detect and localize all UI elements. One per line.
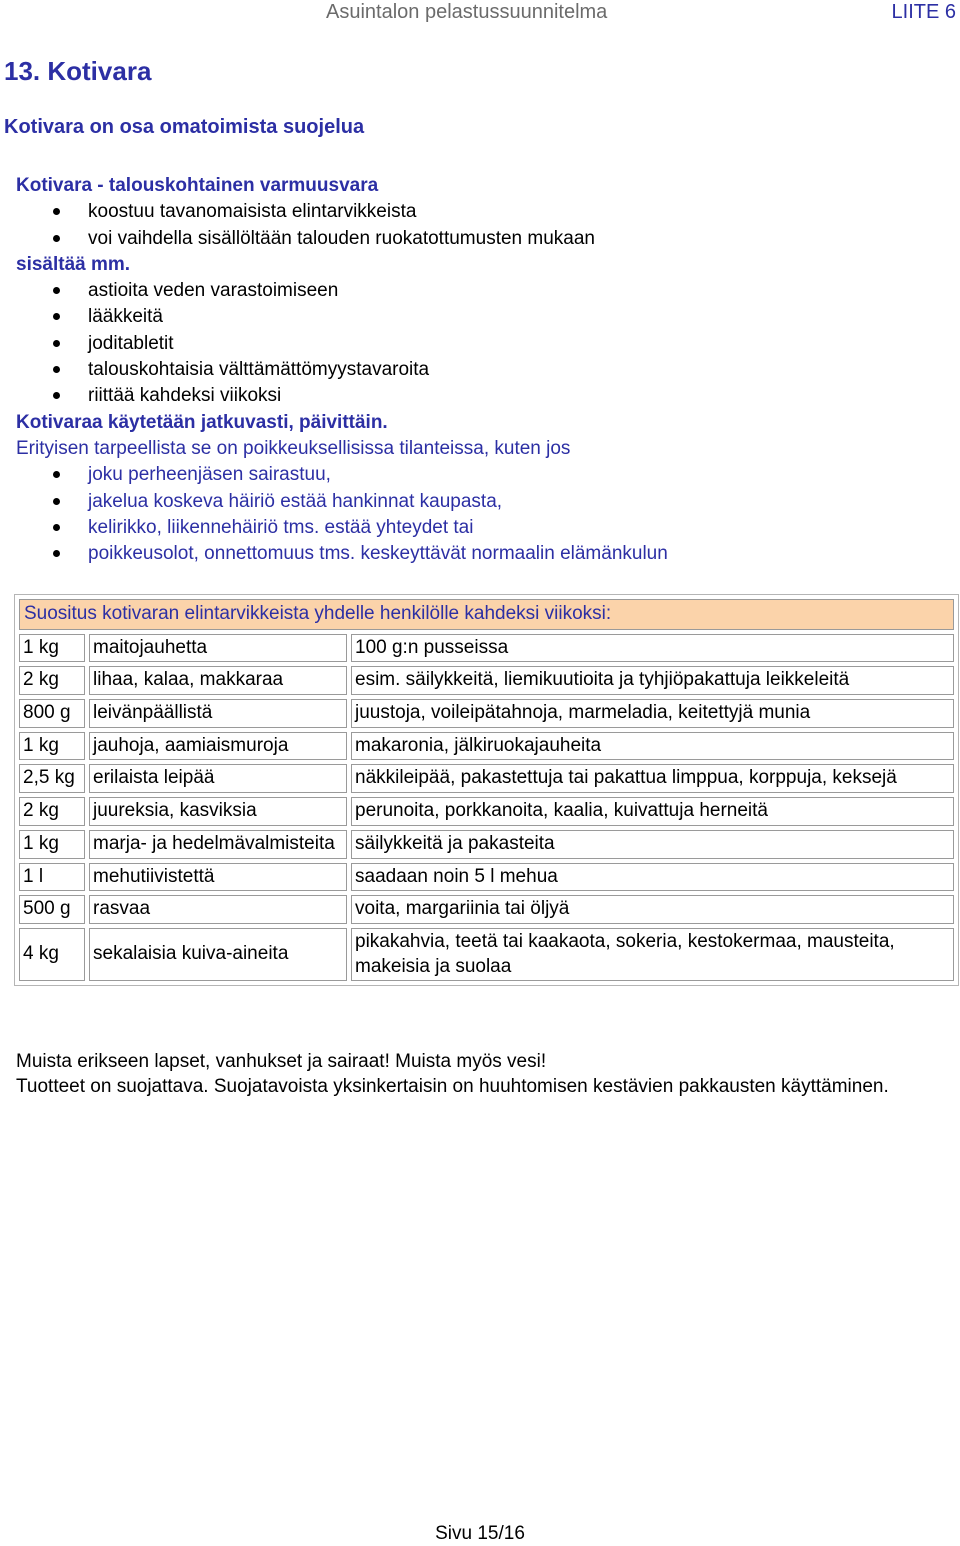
bullet-icon (53, 471, 60, 478)
list-item: joku perheenjäsen sairastuu, (16, 463, 946, 489)
item-cell: sekalaisia kuiva-aineita (89, 928, 347, 981)
table-row (19, 895, 954, 924)
list-item: voi vaihdella sisällöltään talouden ruokatottumusten mukaan (16, 227, 946, 253)
note-cell: 100 g:n pusseissa (351, 634, 954, 663)
table-header-row (19, 599, 954, 630)
reminder-text: Muista erikseen lapset, vanhukset ja sairaat! Muista myös vesi! (16, 1051, 547, 1072)
content-body (16, 174, 946, 568)
page-header (0, 0, 956, 26)
list-item: kelirikko, liikennehäiriö tms. estää yhteydet tai (16, 516, 946, 542)
list-item: koostuu tavanomaisista elintarvikkeista (16, 200, 946, 226)
amount-cell: 2,5 kg (19, 764, 85, 793)
amount-cell: 500 g (19, 895, 85, 924)
table-row (19, 634, 954, 663)
page-number: Sivu 15/16 (435, 1523, 525, 1544)
table-row (19, 797, 954, 826)
list-item: poikkeusolot, onnettomuus tms. keskeyttävät normaalin elämänkulun (16, 542, 946, 568)
usage-note: Kotivaraa käytetään jatkuvasti, päivittäin. (16, 411, 388, 433)
amount-cell: 2 kg (19, 797, 85, 826)
supply-table-wrapper (14, 594, 959, 986)
section-subtitle: Kotivara on osa omatoimista suojelua (4, 116, 365, 138)
table-title: Suositus kotivaran elintarvikkeista yhdelle henkilölle kahdeksi viikoksi: (19, 599, 954, 630)
item-cell: leivänpäällistä (89, 699, 347, 728)
amount-cell: 1 l (19, 863, 85, 892)
item-cell: lihaa, kalaa, makkaraa (89, 666, 347, 695)
note-cell: saadaan noin 5 l mehua (351, 863, 954, 892)
section-title: 13. Kotivara (4, 56, 152, 86)
bullet-icon (53, 287, 60, 294)
list-item: riittää kahdeksi viikoksi (16, 384, 946, 410)
bullet-icon (53, 366, 60, 373)
table-row (19, 764, 954, 793)
item-cell: erilaista leipää (89, 764, 347, 793)
bullet-icon (53, 313, 60, 320)
bullet-icon (53, 524, 60, 531)
item-cell: rasvaa (89, 895, 347, 924)
special-heading: Erityisen tarpeellista se on poikkeuksellisissa tilanteissa, kuten jos (16, 437, 571, 459)
bullet-icon (53, 235, 60, 242)
amount-cell: 1 kg (19, 634, 85, 663)
note-cell: säilykkeitä ja pakasteita (351, 830, 954, 859)
bullet-icon (53, 392, 60, 399)
amount-cell: 1 kg (19, 830, 85, 859)
table-row (19, 830, 954, 859)
amount-cell: 800 g (19, 699, 85, 728)
list-item: joditabletit (16, 332, 946, 358)
table-row (19, 863, 954, 892)
item-cell: marja- ja hedelmävalmisteita (89, 830, 347, 859)
attachment-label: LIITE 6 (891, 1, 956, 23)
note-cell: juustoja, voileipätahnoja, marmeladia, keitettyjä munia (351, 699, 954, 728)
note-cell: makaronia, jälkiruokajauheita (351, 732, 954, 761)
note-cell: voita, margariinia tai öljyä (351, 895, 954, 924)
intro-heading: Kotivara - talouskohtainen varmuusvara (16, 175, 379, 196)
contains-heading: sisältää mm. (16, 253, 131, 275)
document-title: Asuintalon pelastussuunnitelma (326, 1, 608, 23)
list-item: jakelua koskeva häiriö estää hankinnat kaupasta, (16, 490, 946, 516)
bullet-icon (53, 498, 60, 505)
table-row (19, 699, 954, 728)
bullet-icon (53, 208, 60, 215)
bullet-icon (53, 340, 60, 347)
closing-notes (16, 1049, 946, 1099)
list-item: lääkkeitä (16, 305, 946, 331)
note-cell: esim. säilykkeitä, liemikuutioita ja tyhjiöpakattuja leikkeleitä (351, 666, 954, 695)
list-item: astioita veden varastoimiseen (16, 279, 946, 305)
item-cell: maitojauhetta (89, 634, 347, 663)
note-cell: perunoita, porkkanoita, kaalia, kuivattuja herneitä (351, 797, 954, 826)
amount-cell: 4 kg (19, 928, 85, 981)
supply-table (14, 594, 959, 986)
amount-cell: 1 kg (19, 732, 85, 761)
amount-cell: 2 kg (19, 666, 85, 695)
item-cell: juureksia, kasviksia (89, 797, 347, 826)
table-row (19, 732, 954, 761)
note-cell: näkkileipää, pakastettuja tai pakattua limppua, korppuja, keksejä (351, 764, 954, 793)
item-cell: mehutiivistettä (89, 863, 347, 892)
table-row (19, 666, 954, 695)
bullet-icon (53, 550, 60, 557)
table-row (19, 928, 954, 981)
list-item: talouskohtaisia välttämättömyystavaroita (16, 358, 946, 384)
protection-note: Tuotteet on suojattava. Suojatavoista yksinkertaisin on huuhtomisen kestävien pakkausten käyttäminen. (16, 1076, 889, 1097)
item-cell: jauhoja, aamiaismuroja (89, 732, 347, 761)
note-cell: pikakahvia, teetä tai kaakaota, sokeria, kestokermaa, mausteita, makeisia ja suolaa (351, 928, 954, 981)
